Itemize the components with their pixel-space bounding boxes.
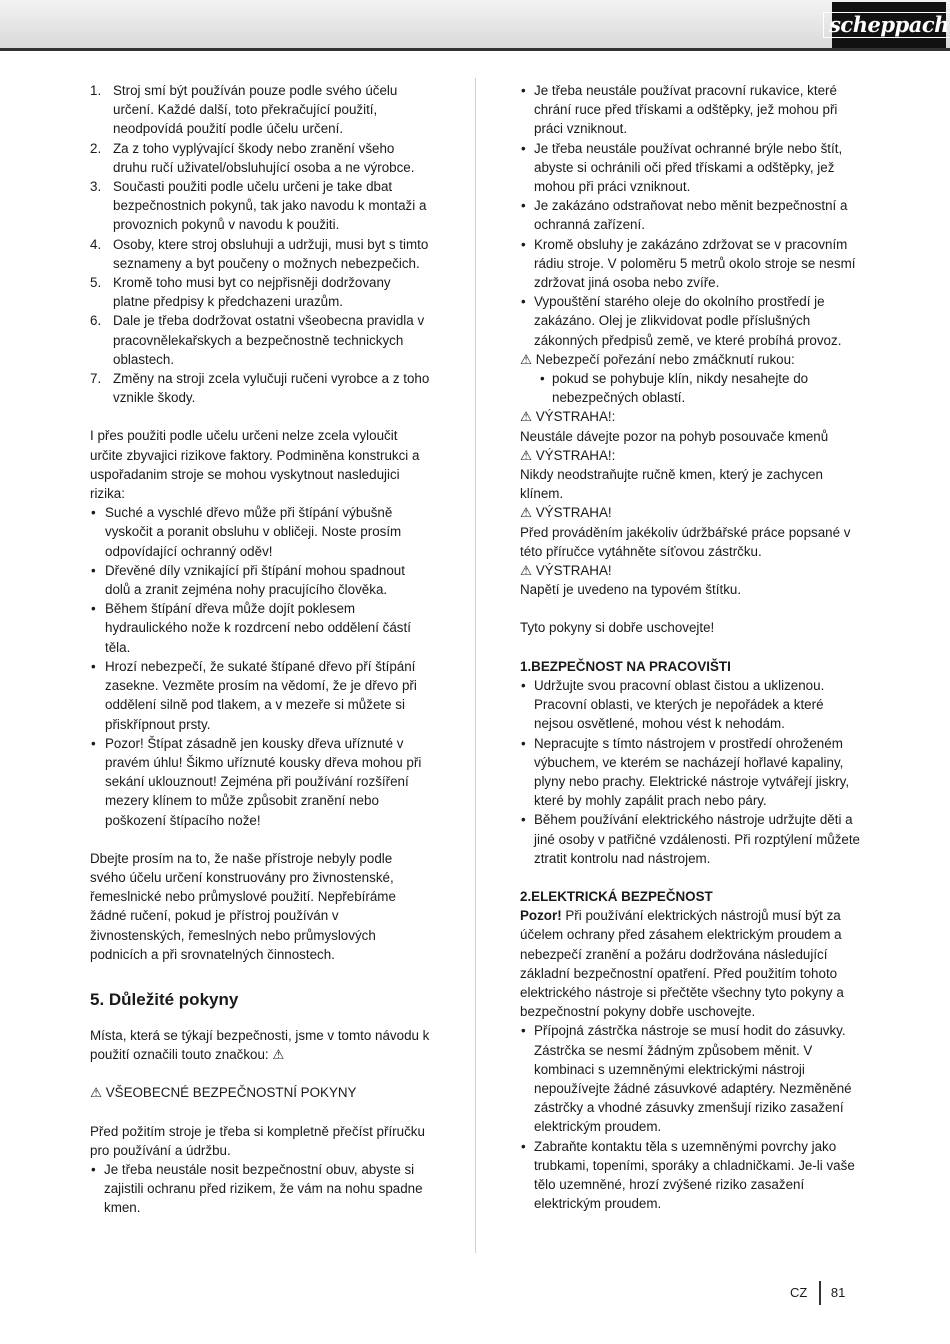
electrical-intro-text: Při používání elektrických nástrojů musí být za účelem ochrany před zásahem elektrickým proudem a nebezpečí zranění a požáru dodržována následující základní bezpečnostní opatření. Před použitím tohoto elektrického nástroje si přečtěte všechny tyto pokyny a bezpečnostní pokyny dobře uschovejte.	[520, 908, 844, 1020]
cut-warning: ⚠ Nebezpečí pořezání nebo zmáčknutí rukou:	[520, 351, 795, 367]
item-number: 2.	[90, 140, 102, 156]
list-item: • Suché a vyschlé dřevo může při štípání výbušně vyskočit a poranit obsluhu v obličeji. Noste prosím odpovídající ochranný oděv!	[90, 503, 430, 561]
item-text: Dale je třeba dodržovat ostatni všeobecna pravidla v pracovnělekařskych a bezpečnostně technickych oblastech.	[113, 313, 425, 367]
list-item: • Během štípání dřeva může dojít poklesem hydraulického nože k rozdrcení nebo oddělení částí těla.	[90, 599, 430, 657]
warning-label: ⚠ VÝSTRAHA!	[520, 505, 612, 521]
list-item: • pokud se pohybuje klín, nikdy nesahejte do nebezpečných oblastí.	[538, 369, 860, 407]
section-intro: Místa, která se týkají bezpečnosti, jsme v tomto návodu k použití označili touto značkou: ⚠	[90, 1027, 430, 1063]
item-number: 5.	[90, 275, 102, 291]
caution-label: Pozor!	[520, 908, 562, 924]
right-column	[520, 81, 860, 1213]
list-item: • Vypouštění starého oleje do okolního prostředí je zakázáno. Olej je zlikvidovat podle příslušných zákonných předpisů země, ve které probíhá provoz.	[520, 292, 860, 350]
electrical-safety-heading: 2.ELEKTRICKÁ BEZPEČNOST	[520, 888, 713, 904]
list-item: • Nepracujte s tímto nástrojem v prostředí ohroženém výbuchem, ve kterém se nacházejí hořlavé kapaliny, plyny nebo prachy. Elektrické nástroje vytvářejí jiskry, které by mohly zapálit prach nebo páry.	[520, 734, 860, 811]
list-item: • Pozor! Štípat zásadně jen kousky dřeva uříznuté v pravém úhlu! Šikmo uříznuté kousky dřeva mohou při sekání uklouznout! Zejména při používání rozšíření mezery klínem to může způsobit zranění nebo poškození štípacího nože!	[90, 734, 430, 830]
footer-separator	[819, 1281, 821, 1305]
workplace-safety-heading: 1.BEZPEČNOST NA PRACOVIŠTI	[520, 658, 731, 674]
electrical-safety-intro	[520, 906, 860, 1021]
item-number: 6.	[90, 313, 102, 329]
warning-text: Neustále dávejte pozor na pohyb posouvače kmenů	[520, 428, 829, 444]
list-item	[90, 139, 430, 177]
brand-logo	[829, 2, 949, 48]
item-number: 7.	[90, 371, 102, 387]
list-item	[90, 311, 430, 369]
list-item: • Hrozí nebezpečí, že sukaté štípané dřevo pří štípání zasekne. Vezměte prosím na vědomí, že je dřevo při oddělení silně pod tlakem, a v mezeře si můžete si přiskřípnout prsty.	[90, 657, 430, 734]
section-title: 5. Důležité pokyny	[90, 989, 239, 1009]
item-number: 1.	[90, 83, 102, 98]
warning-text: Nikdy neodstraňujte ručně kmen, který je zachycen klínem.	[520, 467, 823, 502]
list-item: • Přípojná zástrčka nástroje se musí hodit do zásuvky. Zástrčka se nesmí žádným způsobem měnit. V kombinaci s uzemněnými elektrickými nástroji nepoužívejte žádné zásuvkové adaptéry. Nezměněné zástrčky a vhodné zásuvky zmenšují riziko zasažení elektrickým proudem.	[520, 1021, 860, 1136]
safety-bullets-right	[520, 81, 860, 350]
list-item: • Dřevěné díly vznikající při štípání mohou spadnout dolů a zranit zejména nohy pracujícího člověka.	[90, 561, 430, 599]
list-item: • Udržujte svou pracovní oblast čistou a uklizenou. Pracovní oblasti, ve kterých je nepořádek a které nejsou osvětlené, mohou vést k nehodám.	[520, 676, 860, 734]
safety-bullets-left	[90, 1160, 430, 1218]
item-text: Současti použiti podle učelu určeni je take dbat bezpečnostnich pokynů, tak jako navodu k montaži a provoznich pokynů v navodu k použiti.	[113, 179, 427, 233]
item-text: Osoby, ktere stroj obsluhuji a udržuji, musi byt s timto seznameny a byt poučeny o možnych nebezpečich.	[113, 236, 429, 271]
language-code: CZ	[790, 1285, 808, 1301]
electrical-safety-list	[520, 1021, 860, 1213]
list-item	[90, 235, 430, 273]
general-safety-heading: ⚠ VŠEOBECNÉ BEZPEČNOSTNÍ POKYNY	[90, 1085, 357, 1101]
workplace-safety-list	[520, 676, 860, 868]
usage-numbered-list	[90, 81, 430, 407]
brand-logo-text: scheppach	[823, 12, 950, 37]
list-item: • Je zakázáno odstraňovat nebo měnit bezpečnostní a ochranná zařízení.	[520, 196, 860, 234]
list-item: • Je třeba neustále používat ochranné brýle nebo štít, abyste si ochránili oči před třískami a odštěpky, jež mohou při práci vzniknout.	[520, 139, 860, 197]
before-use-text: Před požitím stroje je třeba si kompletně přečíst příručku pro používání a údržbu.	[90, 1123, 425, 1158]
list-item: • Kromě obsluhy je zakázáno zdržovat se v pracovním rádiu stroje. V poloměru 5 metrů okolo stroje se nesmí zdržovat jiná osoba nebo zvíře.	[520, 235, 860, 293]
cut-warning-sublist	[520, 369, 860, 407]
list-item	[90, 81, 430, 139]
page-footer	[790, 1281, 845, 1305]
warning-label: ⚠ VÝSTRAHA!	[520, 563, 612, 579]
item-number: 4.	[90, 236, 102, 252]
list-item: • Zabraňte kontaktu těla s uzemněnými povrchy jako trubkami, topeními, sporáky a chladničkami. Je-li vaše tělo uzemněné, hrozí zvýšené riziko zasažení elektrickým proudem.	[520, 1137, 860, 1214]
risks-intro: I přes použiti podle učelu určeni nelze zcela vyloučit určite zbyvajici rizikove faktory. Podminěna konstrukci a uspořadanim stroje se mohou vyskytnout nasledujici rizika:	[90, 428, 420, 502]
left-column	[90, 81, 430, 1218]
item-text: Za z toho vyplývající škody nebo zranění všeho druhu ručí uživatel/obsluhující osoba a ne výrobce.	[113, 140, 415, 175]
warning-label: ⚠ VÝSTRAHA!:	[520, 447, 616, 463]
column-divider	[475, 78, 476, 1253]
header-bar	[0, 0, 950, 51]
list-item: • Je třeba neustále nosit bezpečnostní obuv, abyste si zajistili ochranu před rizikem, že vám na nohu spadne kmen.	[90, 1160, 430, 1218]
item-text: Kromě toho musi byt co nejpřisněji dodržovany platne předpisy k předchazeni urazům.	[113, 275, 391, 310]
warning-text: Napětí je uvedeno na typovém štítku.	[520, 582, 742, 598]
keep-instructions: Tyto pokyny si dobře uschovejte!	[520, 620, 715, 636]
list-item	[90, 177, 430, 235]
warning-text: Před prováděním jakékoliv údržbářské práce popsané v této příručce vytáhněte síťovou zástrčku.	[520, 524, 851, 559]
list-item	[90, 273, 430, 311]
commercial-use-note: Dbejte prosím na to, že naše přístroje nebyly podle svého účelu určení konstruovány pro živnostenské, řemeslnické nebo průmyslové použití. Nepřebíráme žádné ručení, pokud je přístroj používán v živnostenských, řemeslných nebo průmyslových podnicích a při srovnatelných činnostech.	[90, 850, 396, 962]
list-item	[90, 369, 430, 407]
page-number: 81	[830, 1285, 846, 1301]
list-item: • Je třeba neustále používat pracovní rukavice, které chrání ruce před třískami a odštěpky, jež mohou při práci vzniknout.	[520, 81, 860, 139]
item-number: 3.	[90, 179, 102, 195]
item-text: Stroj smí být používán pouze podle svého účelu určení. Každé další, toto překračující použití, neodpovídá použití podle účelu určení.	[113, 83, 398, 137]
risks-list	[90, 503, 430, 829]
list-item: • Během používání elektrického nástroje udržujte děti a jiné osoby v patřičné vzdálenosti. Při rozptýlení můžete ztratit kontrolu nad nástrojem.	[520, 810, 860, 868]
item-text: Změny na stroji zcela vylučuji ručeni vyrobce a z toho vznikle škody.	[113, 371, 430, 406]
warning-label: ⚠ VÝSTRAHA!:	[520, 409, 616, 425]
